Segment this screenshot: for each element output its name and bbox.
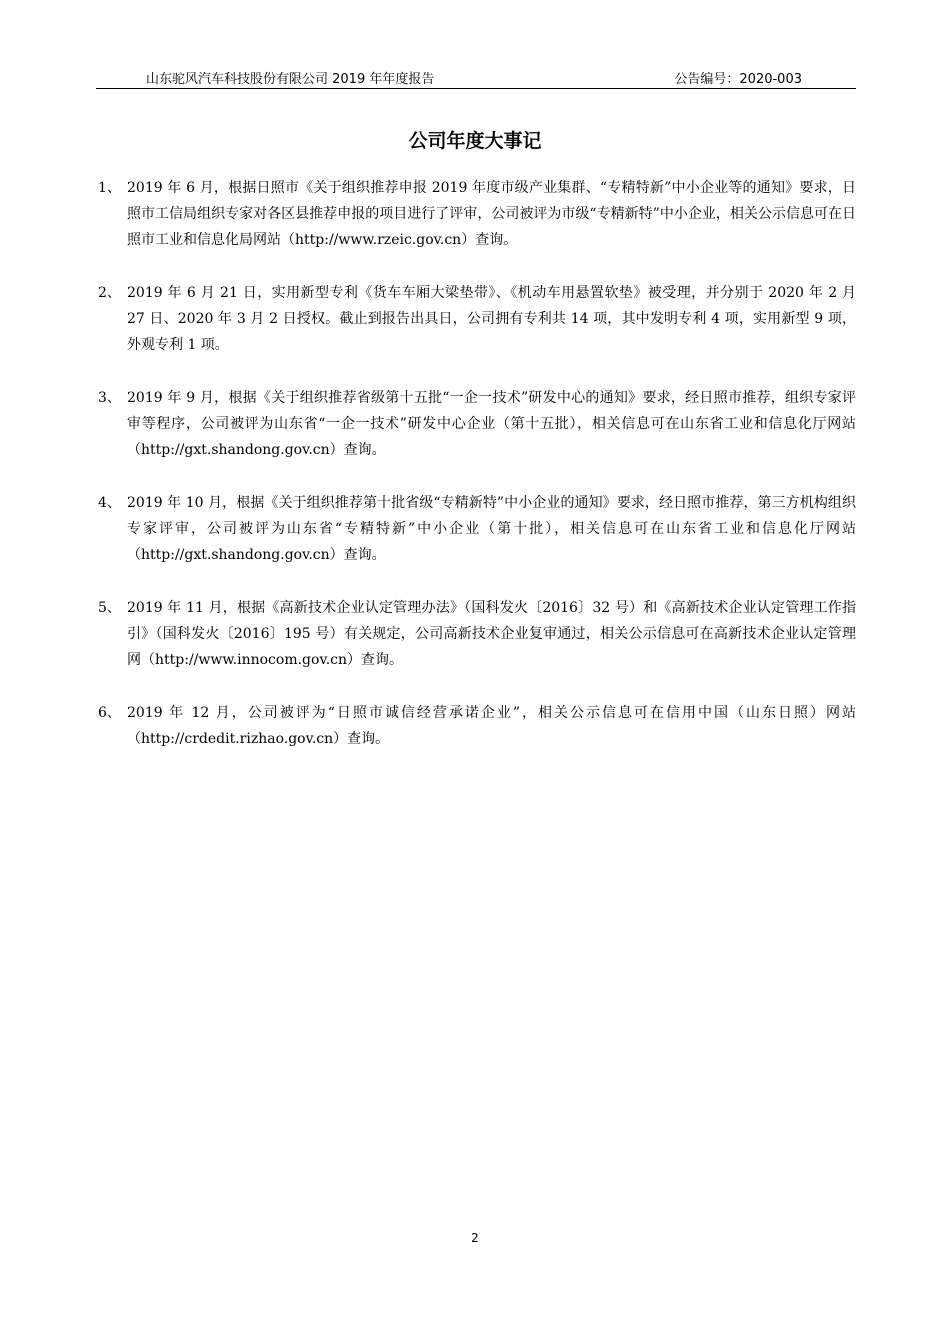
page-number: 2: [471, 1231, 479, 1245]
page-title: 公司年度大事记: [408, 130, 542, 152]
item-number: 2、: [98, 285, 121, 301]
item-number: 3、: [98, 390, 121, 406]
item-text: 2019 年 12 月，公司被评为“日照市诚信经营承诺企业”，相关公示信息可在信用中国（山东日照）网站（http://crdedit.rizhao.gov.cn）查询。: [127, 705, 856, 747]
item-text: 2019 年 11 月，根据《高新技术企业认定管理办法》（国科发火〔2016〕32 号）和《高新技术企业认定管理工作指引》（国科发火〔2016〕195 号）有关规定，公司高新技术企业复审通过，相关公示信息可在高新技术企业认定管理网（http://www.innocom.gov.cn）查询。: [127, 600, 856, 668]
list-item: [96, 280, 856, 358]
item-text: 2019 年 9 月，根据《关于组织推荐省级第十五批“一企一技术”研发中心的通知》要求，经日照市推荐，组织专家评审等程序，公司被评为山东省“一企一技术”研发中心企业（第十五批），相关信息可在山东省工业和信息化厅网站（http://gxt.shandong.gov.cn）查询。: [127, 390, 856, 458]
item-text: 2019 年 6 月，根据日照市《关于组织推荐申报 2019 年度市级产业集群、“专精特新”中小企业等的通知》要求，日照市工信局组织专家对各区县推荐申报的项目进行了评审，公司被评为市级“专精新特”中小企业，相关公示信息可在日照市工业和信息化局网站（http://www.rzeic.gov.cn）查询。: [127, 180, 856, 248]
list-item: [96, 490, 856, 568]
item-number: 1、: [98, 180, 121, 196]
report-title: 山东驼风汽车科技股份有限公司 2019 年年度报告: [146, 72, 435, 87]
event-list: [96, 175, 856, 779]
item-number: 6、: [98, 705, 121, 721]
item-text: 2019 年 10 月，根据《关于组织推荐第十批省级“专精新特”中小企业的通知》要求，经日照市推荐，第三方机构组织专家评审，公司被评为山东省“专精特新”中小企业（第十批），相关信息可在山东省工业和信息化厅网站（http://gxt.shandong.gov.cn）查询。: [127, 495, 856, 563]
page-header: [96, 64, 856, 89]
list-item: [96, 595, 856, 673]
item-number: 4、: [98, 495, 121, 511]
item-text: 2019 年 6 月 21 日，实用新型专利《货车车厢大梁垫带》、《机动车用悬置软垫》被受理，并分别于 2020 年 2 月 27 日、2020 年 3 月 2 日授权。截止到报告出具日，公司拥有专利共 14 项，其中发明专利 4 项，实用新型 9 项，外观专利 1 项。: [127, 285, 856, 353]
notice-number: 公告编号：2020-003: [674, 72, 802, 87]
list-item: [96, 175, 856, 253]
list-item: [96, 385, 856, 463]
list-item: [96, 700, 856, 752]
item-number: 5、: [98, 600, 121, 616]
